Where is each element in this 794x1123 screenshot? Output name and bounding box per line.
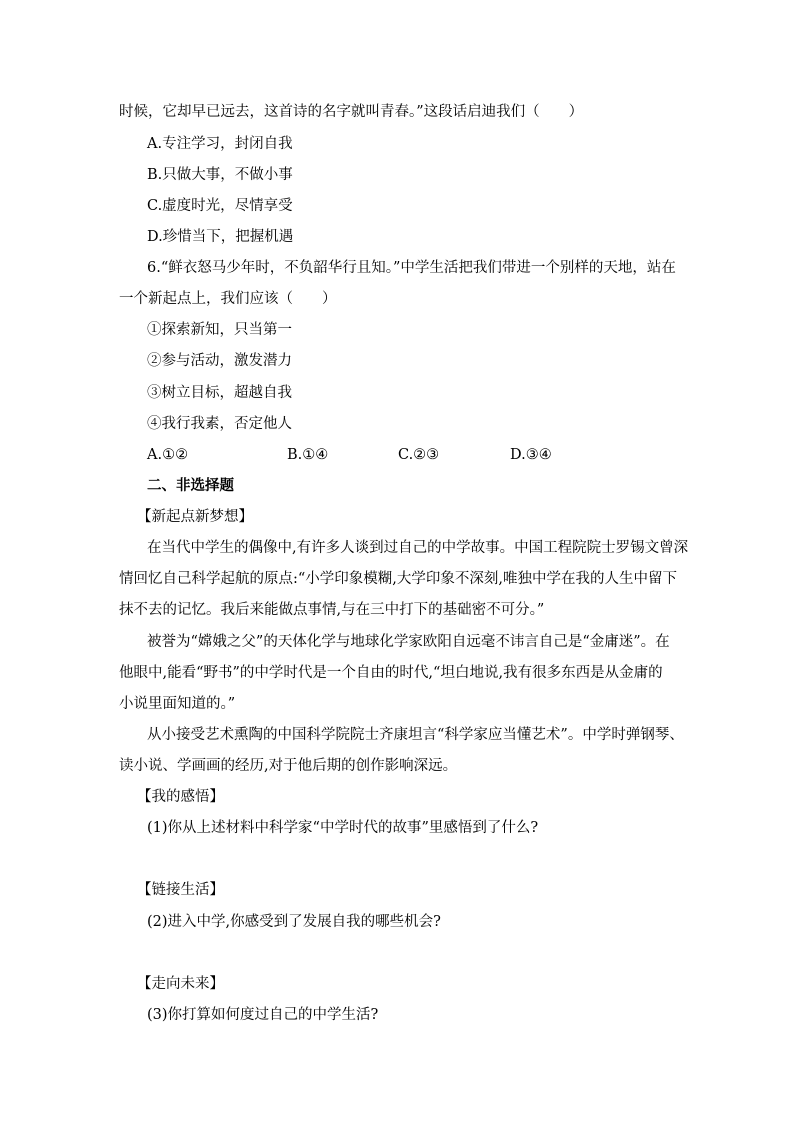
question-6-stem-line2: 一个新起点上，我们应该（ ）	[119, 291, 337, 307]
heading-my-insight: 【我的感悟】	[137, 789, 224, 805]
q6-choice-d: D.③④	[510, 447, 552, 463]
sub-question-3: (3)你打算如何度过自己的中学生活?	[147, 1007, 379, 1023]
q6-choice-a: A.①②	[147, 447, 189, 463]
material-paragraph-1-line1: 在当代中学生的偶像中,有许多人谈到过自己的中学故事。中国工程院院士罗锡文曾深	[147, 540, 689, 556]
q6-choice-b: B.①④	[287, 447, 329, 463]
material-paragraph-2-line1: 被誉为“嫦娥之父”的天体化学与地球化学家欧阳自远毫不讳言自己是“金庸迷”。在	[147, 634, 670, 650]
question-6-stem-line1: 6.“鲜衣怒马少年时，不负韶华行且知。”中学生活把我们带进一个别样的天地，站在	[147, 260, 676, 276]
material-paragraph-1-line3: 抹不去的记忆。我后来能做点事情,与在三中打下的基础密不可分。”	[119, 602, 545, 618]
heading-toward-future: 【走向未来】	[137, 976, 224, 992]
material-paragraph-3-line2: 读小说、学画画的经历,对于他后期的创作影响深远。	[119, 758, 458, 774]
heading-link-life: 【链接生活】	[137, 882, 224, 898]
sub-question-2: (2)进入中学,你感受到了发展自我的哪些机会?	[147, 914, 441, 930]
material-paragraph-2-line2: 他眼中,能看“野书”的中学时代是一个自由的时代,“坦白地说,我有很多东西是从金庸的	[119, 665, 663, 681]
q5-option-c: C.虚度时光，尽情享受	[147, 198, 293, 214]
material-paragraph-2-line3: 小说里面知道的。”	[119, 696, 236, 712]
q5-option-b: B.只做大事，不做小事	[147, 167, 293, 183]
q5-option-d: D.珍惜当下，把握机遇	[147, 229, 294, 245]
sub-question-1: (1)你从上述材料中科学家“中学时代的故事”里感悟到了什么?	[147, 820, 539, 836]
q6-statement-2: ②参与活动，激发潜力	[147, 353, 292, 369]
q5-option-a: A.专注学习，封闭自我	[147, 136, 293, 152]
q6-statement-3: ③树立目标，超越自我	[147, 385, 292, 401]
section-title: 二、非选择题	[147, 477, 234, 494]
q6-statement-1: ①探索新知，只当第一	[147, 322, 292, 338]
material-paragraph-3-line1: 从小接受艺术熏陶的中国科学院院士齐康坦言“科学家应当懂艺术”。中学时弹钢琴、	[147, 727, 684, 743]
q6-statement-4: ④我行我素，否定他人	[147, 416, 292, 432]
material-heading: 【新起点新梦想】	[137, 509, 253, 525]
question-5-stem-tail: 时候，它却早已远去，这首诗的名字就叫青春。”这段话启迪我们（ ）	[119, 104, 584, 120]
material-paragraph-1-line2: 情回忆自己科学起航的原点:“小学印象模糊,大学印象不深刻,唯独中学在我的人生中留下	[119, 571, 678, 587]
q6-choice-c: C.②③	[398, 447, 440, 463]
